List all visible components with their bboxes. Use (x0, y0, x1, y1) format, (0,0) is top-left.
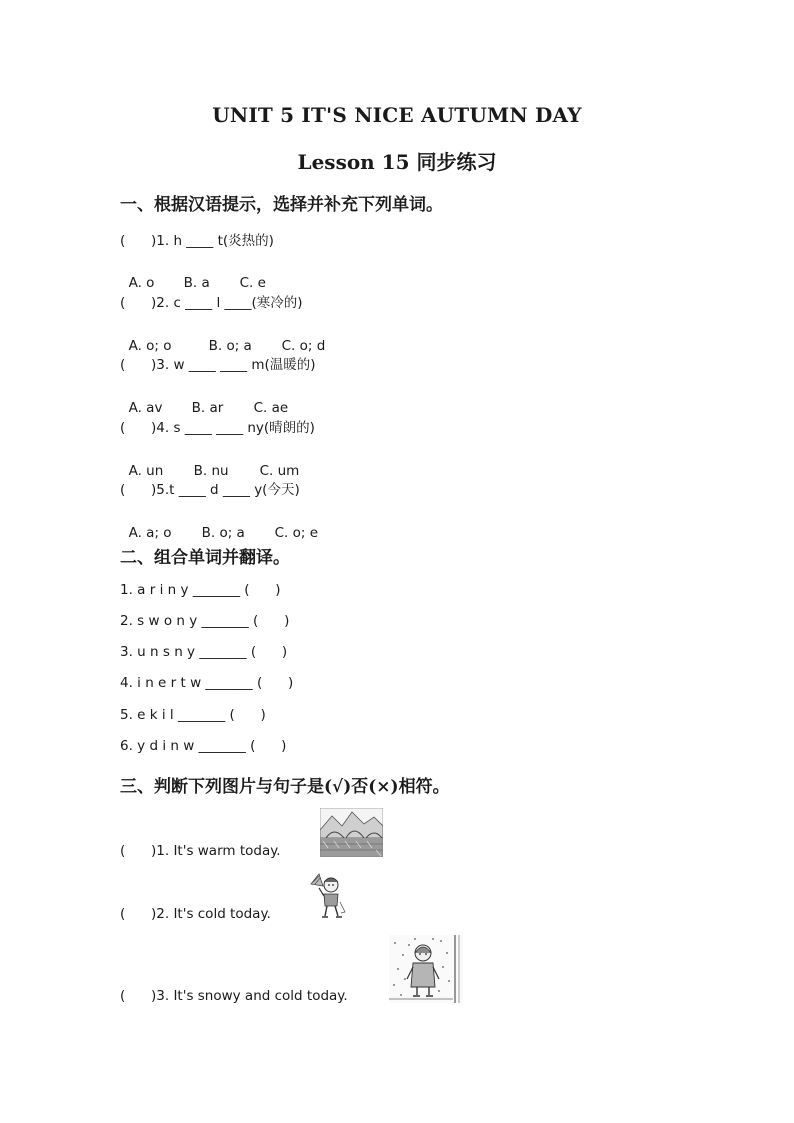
option-a: A. o; o (128, 338, 172, 354)
option-c: C. ae (253, 400, 289, 416)
s3-item-1: ( )1. It's warm today. (120, 843, 281, 859)
s1-options-4 (120, 447, 299, 479)
s2-item-4: 4. i n e r t w _______ ( ) (120, 675, 294, 691)
s3-item-2: ( )2. It's cold today. (120, 906, 271, 922)
option-a: A. av (128, 400, 163, 416)
section3-heading: 三、判断下列图片与句子是(√)否(×)相符。 (120, 777, 450, 797)
child-with-fan-image (307, 872, 349, 920)
option-a: A. o (128, 275, 155, 291)
s1-options-2 (120, 322, 325, 354)
s1-question-3: ( )3. w ____ ____ m(温暖的) (120, 357, 316, 373)
child-in-snow-image (389, 935, 463, 1003)
s2-item-2: 2. s w o n y _______ ( ) (120, 613, 290, 629)
option-a: A. a; o (128, 525, 172, 541)
s1-question-5: ( )5.t ____ d ____ y(今天) (120, 482, 300, 498)
s1-question-1: ( )1. h ____ t(炎热的) (120, 233, 274, 249)
document-subtitle: Lesson 15 同步练习 (297, 150, 497, 174)
s2-item-5: 5. e k i l _______ ( ) (120, 707, 266, 723)
s2-item-6: 6. y d i n w _______ ( ) (120, 738, 287, 754)
s1-options-3 (120, 384, 288, 416)
option-b: B. a (183, 275, 210, 291)
option-c: C. um (259, 463, 300, 479)
option-c: C. e (239, 275, 266, 291)
s2-item-3: 3. u n s n y _______ ( ) (120, 644, 288, 660)
option-b: B. o; a (201, 525, 245, 541)
s3-item-3: ( )3. It's snowy and cold today. (120, 988, 348, 1004)
s1-options-5 (120, 509, 318, 541)
section2-heading: 二、组合单词并翻译。 (120, 548, 290, 568)
option-a: A. un (128, 463, 164, 479)
section1-heading: 一、根据汉语提示，选择并补充下列单词。 (120, 195, 443, 215)
option-c: C. o; e (274, 525, 319, 541)
option-b: B. nu (193, 463, 229, 479)
document-title: UNIT 5 IT'S NICE AUTUMN DAY (212, 103, 582, 127)
warm-landscape-image (320, 808, 383, 857)
s2-item-1: 1. a r i n y _______ ( ) (120, 582, 281, 598)
s1-options-1 (120, 259, 266, 291)
option-c: C. o; d (281, 338, 326, 354)
s1-question-4: ( )4. s ____ ____ ny(晴朗的) (120, 420, 315, 436)
s1-question-2: ( )2. c ____ l ____(寒冷的) (120, 295, 303, 311)
option-b: B. o; a (208, 338, 252, 354)
option-b: B. ar (191, 400, 224, 416)
